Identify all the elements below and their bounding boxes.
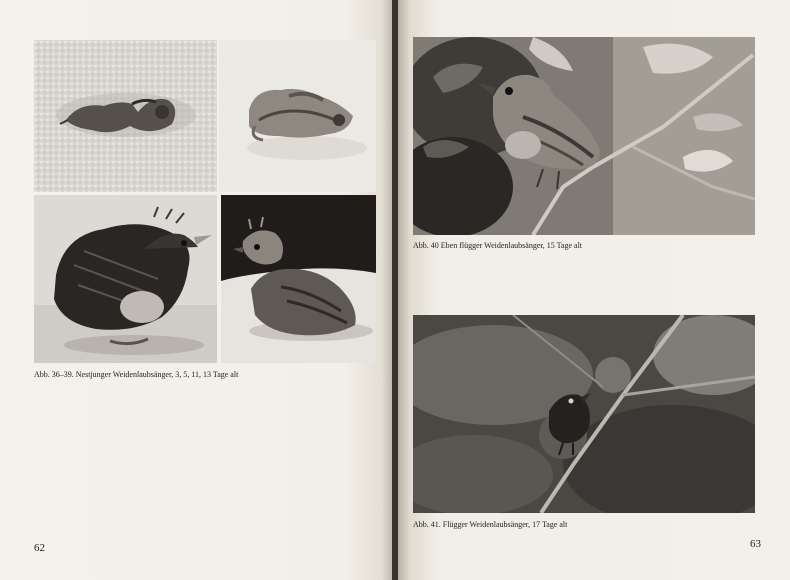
photo-abb-37 — [219, 40, 376, 192]
page-number-right: 63 — [750, 538, 761, 550]
photo-abb-39 — [221, 195, 376, 363]
figure-caption-40: Abb. 40 Eben flügger Weidenlaubsänger, 15 Tage alt — [413, 241, 583, 250]
figure-caption-41: Abb. 41. Flügger Weidenlaubsänger, 17 Tage alt — [413, 520, 568, 529]
figure-caption-36-39: Abb. 36–39. Nestjunger Weidenlaubsänger, 3, 5, 11, 13 Tage alt — [34, 370, 239, 379]
right-page — [398, 0, 790, 580]
page-number-left: 62 — [34, 542, 45, 554]
photo-abb-40 — [413, 37, 755, 235]
photo-abb-41 — [413, 315, 755, 513]
photo-abb-38 — [34, 195, 217, 363]
left-page — [0, 0, 394, 580]
photo-abb-36 — [34, 40, 217, 192]
